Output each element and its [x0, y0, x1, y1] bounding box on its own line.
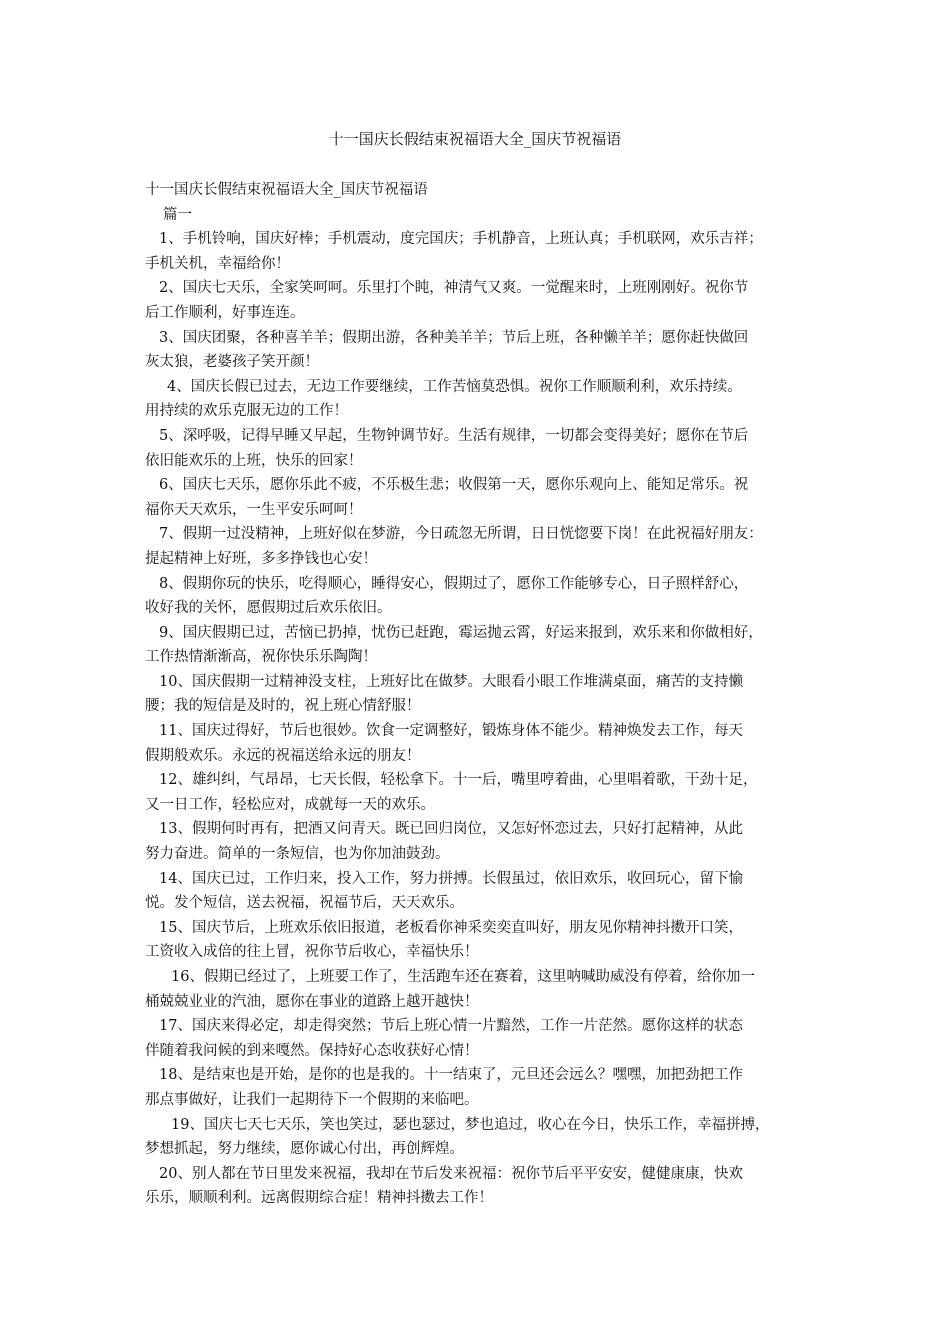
paragraph-line: 那点事做好，让我们一起期待下一个假期的来临吧。: [145, 1091, 479, 1108]
paragraph-line: 努力奋进。简单的一条短信，也为你加油鼓劲。: [145, 846, 450, 863]
paragraph-line: 伴随着我问候的到来嘎然。保持好心态收获好心情！: [145, 1042, 479, 1059]
paragraph-line: 7、假期一过没精神，上班好似在梦游，今日疏忽无所谓，日日恍惚要下岗！在此祝福好朋友：: [159, 526, 763, 543]
document-body: [145, 178, 825, 1211]
paragraph-line: 14、国庆已过，工作归来，投入工作，努力拼搏。长假虽过，依旧欢乐，收回玩心，留下愉: [159, 870, 743, 887]
paragraph-line: 1、手机铃响，国庆好棒；手机震动，度完国庆；手机静音，上班认真；手机联网，欢乐吉祥；: [159, 231, 763, 248]
paragraph-line: 乐乐，顺顺利利。远离假期综合症！精神抖擞去工作！: [145, 1190, 493, 1207]
paragraph-line: 10、国庆假期一过精神没支柱，上班好比在做梦。大眼看小眼工作堆满桌面，痛苦的支持懒: [159, 673, 743, 690]
paragraph-line: 2、国庆七天乐，全家笑呵呵。乐里打个盹，神清气又爽。一觉醒来时，上班刚刚好。祝你节: [159, 280, 749, 297]
document-subtitle: 十一国庆长假结束祝福语大全_国庆节祝福语: [145, 182, 428, 198]
paragraph-line: 11、国庆过得好，节后也很妙。饮食一定调整好，锻炼身体不能少。精神焕发去工作，每天: [159, 723, 743, 740]
paragraph-line: 6、国庆七天乐，愿你乐此不疲，不乐极生悲；收假第一天，愿你乐观向上、能知足常乐。祝: [159, 477, 749, 494]
paragraph-line: 5、深呼吸，记得早睡又早起，生物钟调节好。生活有规律，一切都会变得美好；愿你在节后: [159, 427, 749, 444]
paragraph-line: 假期般欢乐。永远的祝福送给永远的朋友！: [145, 747, 421, 764]
paragraph-line: 手机关机，幸福给你！: [145, 255, 290, 272]
paragraph-line: 12、雄纠纠，气昂昂，七天长假，轻松拿下。十一后，嘴里哼着曲，心里唱着歌，干劲十足，: [159, 772, 758, 789]
paragraph-line: 18、是结束也是开始，是你的也是我的。十一结束了，元旦还会远么？嘿嘿，加把劲把工作: [159, 1067, 743, 1084]
paragraph-line: 又一日工作，轻松应对，成就每一天的欢乐。: [145, 796, 435, 813]
paragraph-line: 工资收入成倍的往上冒，祝你节后收心，幸福快乐！: [145, 944, 479, 961]
paragraph-line: 桶兢兢业业的汽油，愿你在事业的道路上越开越快！: [145, 993, 479, 1010]
paragraph-line: 提起精神上好班，多多挣钱也心安！: [145, 550, 377, 567]
paragraph-line: 15、国庆节后，上班欢乐依旧报道，老板看你神采奕奕直叫好，朋友见你精神抖擞开口笑，: [159, 919, 743, 936]
paragraph-line: 后工作顺利，好事连连。: [145, 304, 305, 321]
paragraph-line: 灰太狼，老婆孩子笑开颜！: [145, 354, 319, 371]
paragraph-line: 3、国庆团聚，各种喜羊羊；假期出游，各种美羊羊；节后上班，各种懒羊羊；愿你赶快做回: [159, 329, 749, 346]
paragraph-line: 福你天天欢乐，一生平安乐呵呵！: [145, 501, 363, 518]
paragraph-line: 工作热情渐渐高，祝你快乐乐陶陶！: [145, 649, 377, 666]
paragraph-line: 悦。发个短信，送去祝福，祝福节后，天天欢乐。: [145, 895, 464, 912]
document-title: 十一国庆长假结束祝福语大全_国庆节祝福语: [328, 130, 622, 148]
paragraph-line: 19、国庆七天七天乐，笑也笑过，瑟也瑟过，梦也追过，收心在今日，快乐工作，幸福拼搏，: [171, 1116, 770, 1133]
paragraph-line: 依旧能欢乐的上班，快乐的回家！: [145, 452, 363, 469]
paragraph-line: 梦想抓起，努力继续，愿你诚心付出，再创辉煌。: [145, 1141, 464, 1158]
paragraph-line: 17、国庆来得必定，却走得突然；节后上班心情一片黯然，工作一片茫然。愿你这样的状态: [159, 1018, 743, 1035]
paragraph-line: 16、假期已经过了，上班要工作了，生活跑车还在赛着，这里呐喊助威没有停着，给你加一: [171, 969, 755, 985]
paragraph-line: 20、别人都在节日里发来祝福，我却在节后发来祝福：祝你节后平平安安，健健康康，快欢: [159, 1165, 743, 1182]
paragraph-line: 13、假期何时再有，把酒又问青天。既已回归岗位，又怎好怀恋过去，只好打起精神，从此: [159, 821, 743, 838]
paragraph-line: 腰；我的短信是及时的，祝上班心情舒服！: [145, 698, 421, 715]
paragraph-line: 9、国庆假期已过，苦恼已扔掉，忧伤已赶跑，霉运抛云霄，好运来报到，欢乐来和你做相好，: [159, 624, 763, 641]
paragraph-line: 收好我的关怀，愿假期过后欢乐依旧。: [145, 600, 392, 617]
paragraph-line: 4、国庆长假已过去，无边工作要继续，工作苦恼莫恐惧。祝你工作顺顺利利，欢乐持续。: [167, 378, 742, 395]
section-heading: 篇一: [163, 206, 192, 223]
paragraph-line: 用持续的欢乐克服无边的工作！: [145, 403, 348, 420]
paragraph-line: 8、假期你玩的快乐，吃得顺心，睡得安心，假期过了，愿你工作能够专心，日子照样舒心，: [159, 575, 749, 592]
